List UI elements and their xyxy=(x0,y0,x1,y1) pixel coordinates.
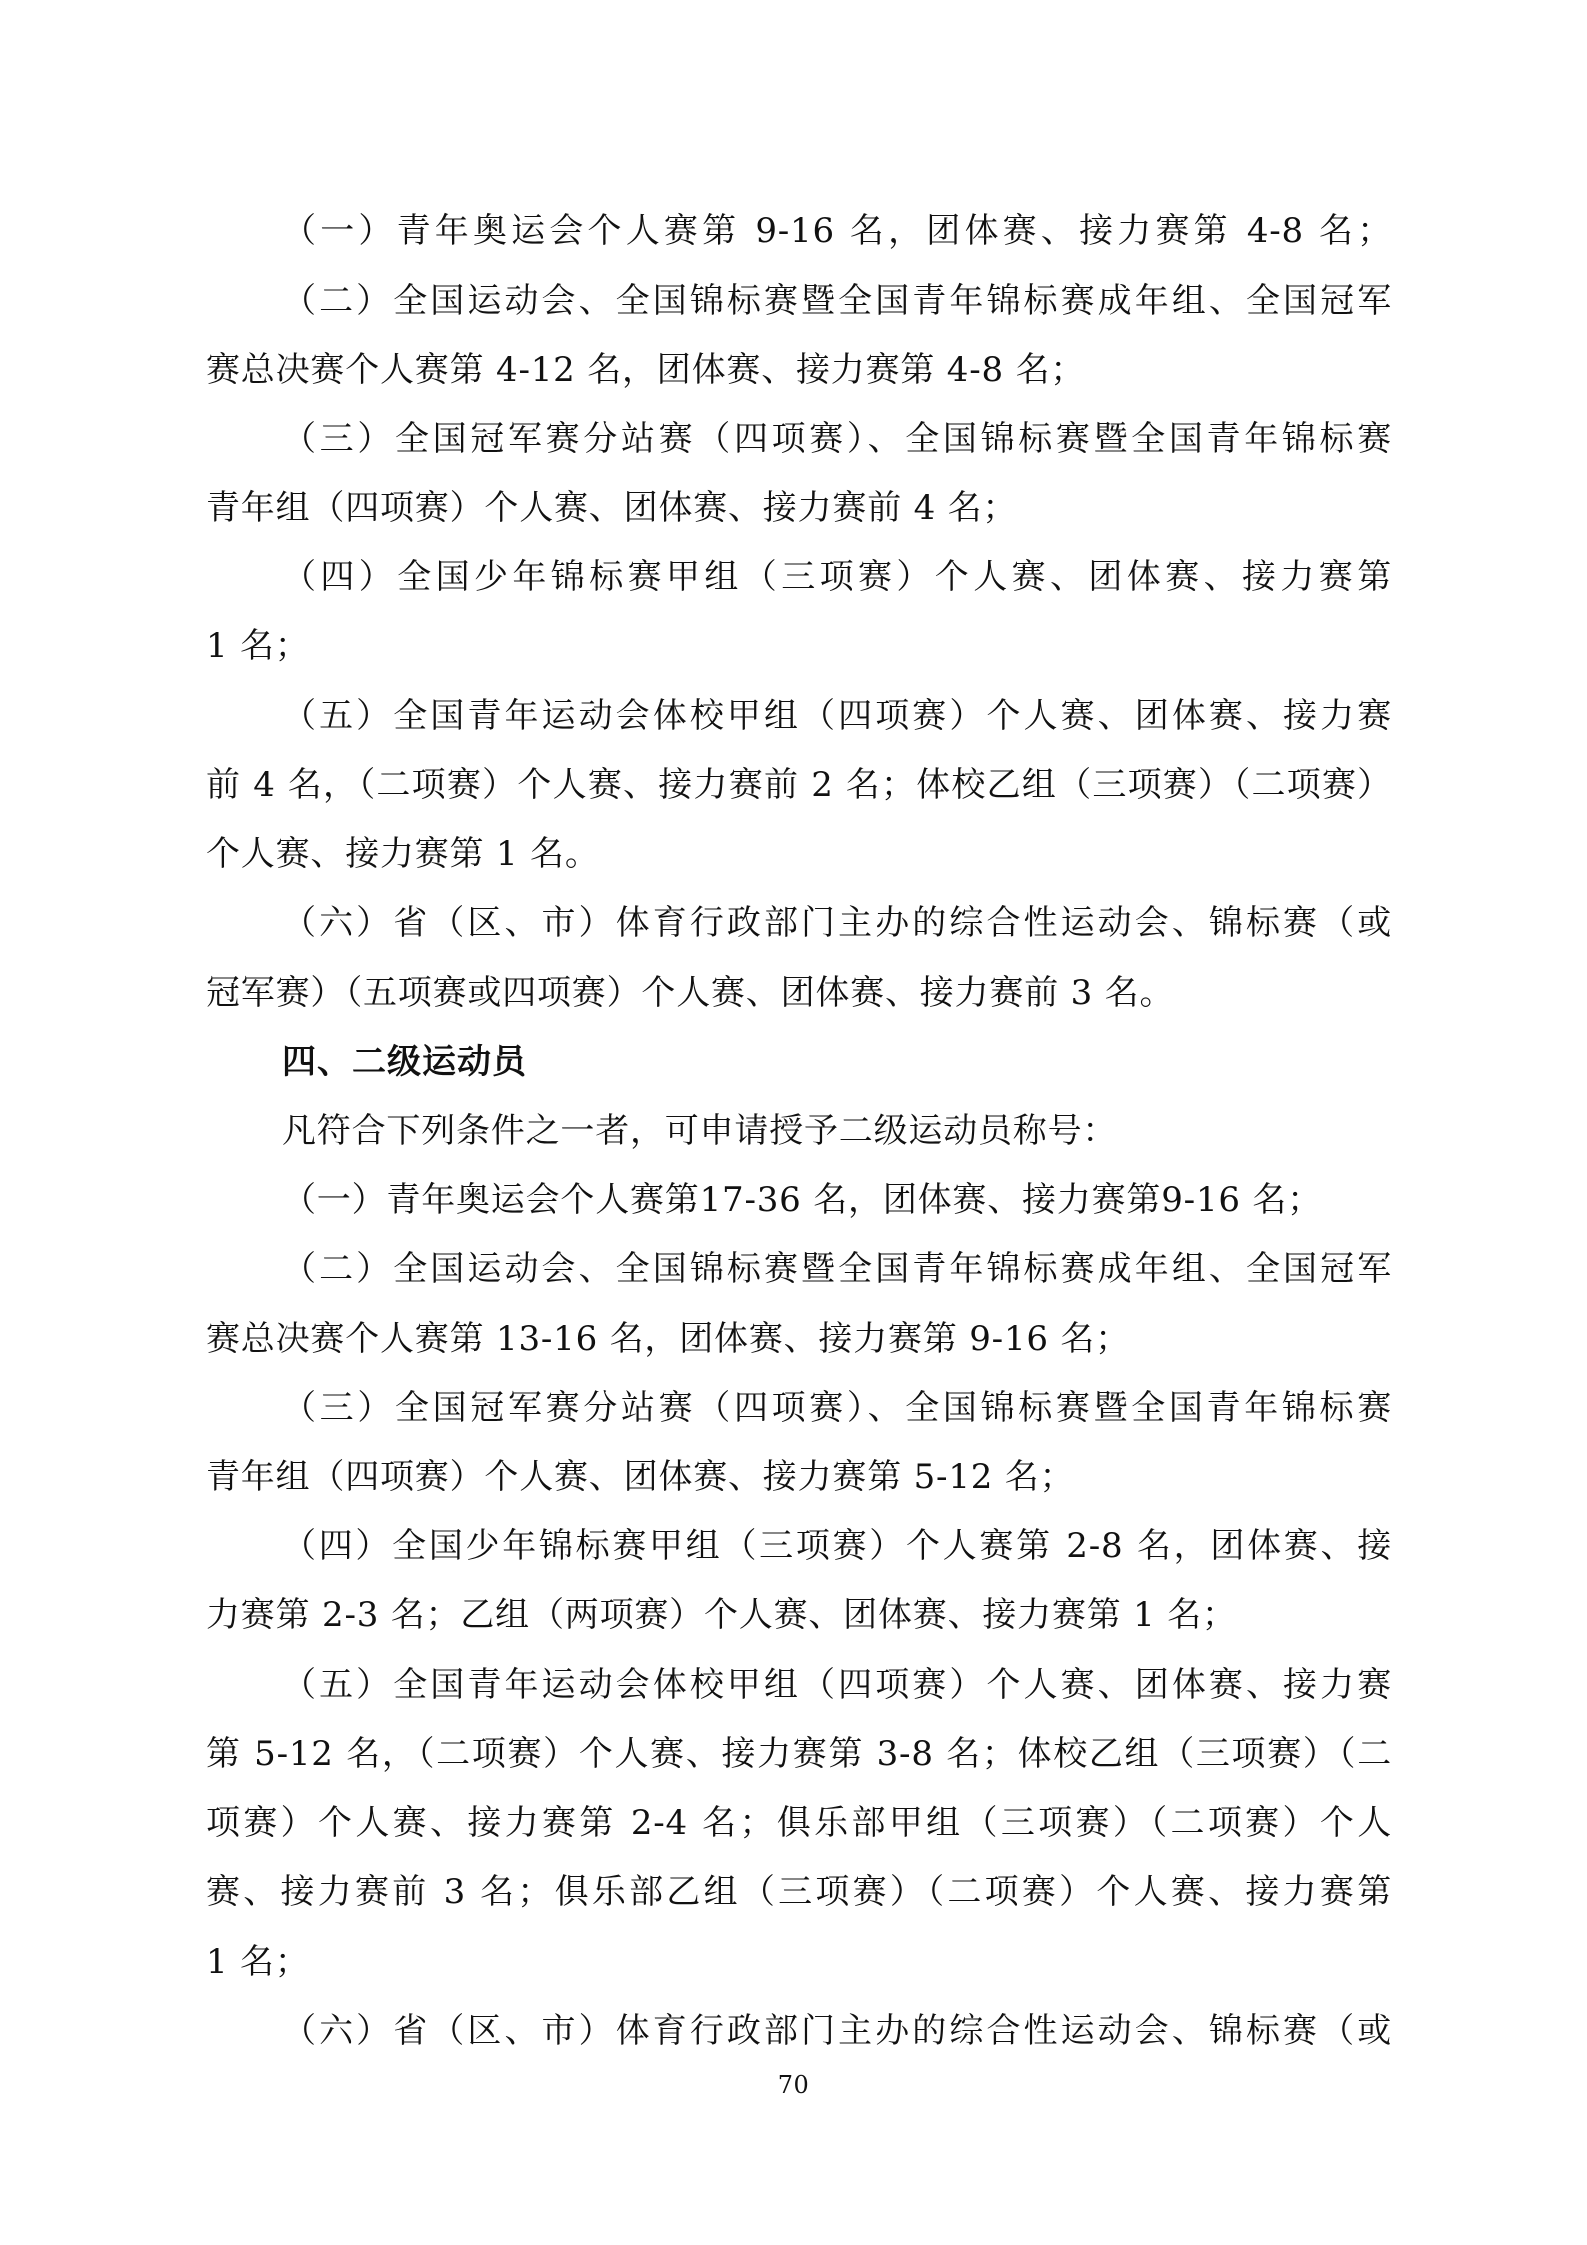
text-line: 项赛）个人赛、接力赛第 2-4 名；俱乐部甲组（三项赛）（二项赛）个人 xyxy=(206,1803,1392,1843)
text-line: （五）全国青年运动会体校甲组（四项赛）个人赛、团体赛、接力赛 xyxy=(282,1665,1392,1705)
page-number: 70 xyxy=(777,2071,810,2099)
text-line: （三）全国冠军赛分站赛（四项赛）、全国锦标赛暨全国青年锦标赛 xyxy=(282,1388,1392,1428)
text-line: 第 5-12 名，（二项赛）个人赛、接力赛第 3-8 名；体校乙组（三项赛）（二 xyxy=(206,1734,1392,1774)
section-heading: 四、二级运动员 xyxy=(282,1042,527,1082)
text-line: 凡符合下列条件之一者，可申请授予二级运动员称号： xyxy=(282,1111,1118,1151)
text-line: 个人赛、接力赛第 1 名。 xyxy=(206,834,600,874)
text-line: 前 4 名，（二项赛）个人赛、接力赛前 2 名；体校乙组（三项赛）（二项赛） xyxy=(206,765,1392,805)
text-line: 1 名； xyxy=(206,1942,310,1982)
text-line: 力赛第 2-3 名；乙组（两项赛）个人赛、团体赛、接力赛第 1 名； xyxy=(206,1595,1237,1635)
text-line: （一）青年奥运会个人赛第17-36 名，团体赛、接力赛第9-16 名； xyxy=(282,1180,1323,1220)
text-line: （四）全国少年锦标赛甲组（三项赛）个人赛、团体赛、接力赛第 xyxy=(282,557,1392,597)
text-line: （二）全国运动会、全国锦标赛暨全国青年锦标赛成年组、全国冠军 xyxy=(282,1249,1392,1289)
text-line: （四）全国少年锦标赛甲组（三项赛）个人赛第 2-8 名，团体赛、接 xyxy=(282,1526,1392,1566)
text-line: （二）全国运动会、全国锦标赛暨全国青年锦标赛成年组、全国冠军 xyxy=(282,281,1392,321)
text-line: 1 名； xyxy=(206,626,310,666)
text-line: 赛总决赛个人赛第 4-12 名，团体赛、接力赛第 4-8 名； xyxy=(206,350,1086,390)
text-line: （一）青年奥运会个人赛第 9-16 名，团体赛、接力赛第 4-8 名； xyxy=(282,211,1392,251)
text-line: 青年组（四项赛）个人赛、团体赛、接力赛前 4 名； xyxy=(206,488,1018,528)
text-line: 赛总决赛个人赛第 13-16 名，团体赛、接力赛第 9-16 名； xyxy=(206,1319,1131,1359)
text-line: （六）省（区、市）体育行政部门主办的综合性运动会、锦标赛（或 xyxy=(282,2011,1392,2051)
text-line: （六）省（区、市）体育行政部门主办的综合性运动会、锦标赛（或 xyxy=(282,903,1392,943)
text-line: 赛、接力赛前 3 名；俱乐部乙组（三项赛）（二项赛）个人赛、接力赛第 xyxy=(206,1872,1392,1912)
text-line: （三）全国冠军赛分站赛（四项赛）、全国锦标赛暨全国青年锦标赛 xyxy=(282,419,1392,459)
text-line: （五）全国青年运动会体校甲组（四项赛）个人赛、团体赛、接力赛 xyxy=(282,696,1392,736)
text-line: 青年组（四项赛）个人赛、团体赛、接力赛第 5-12 名； xyxy=(206,1457,1075,1497)
text-line: 冠军赛）（五项赛或四项赛）个人赛、团体赛、接力赛前 3 名。 xyxy=(206,973,1175,1013)
